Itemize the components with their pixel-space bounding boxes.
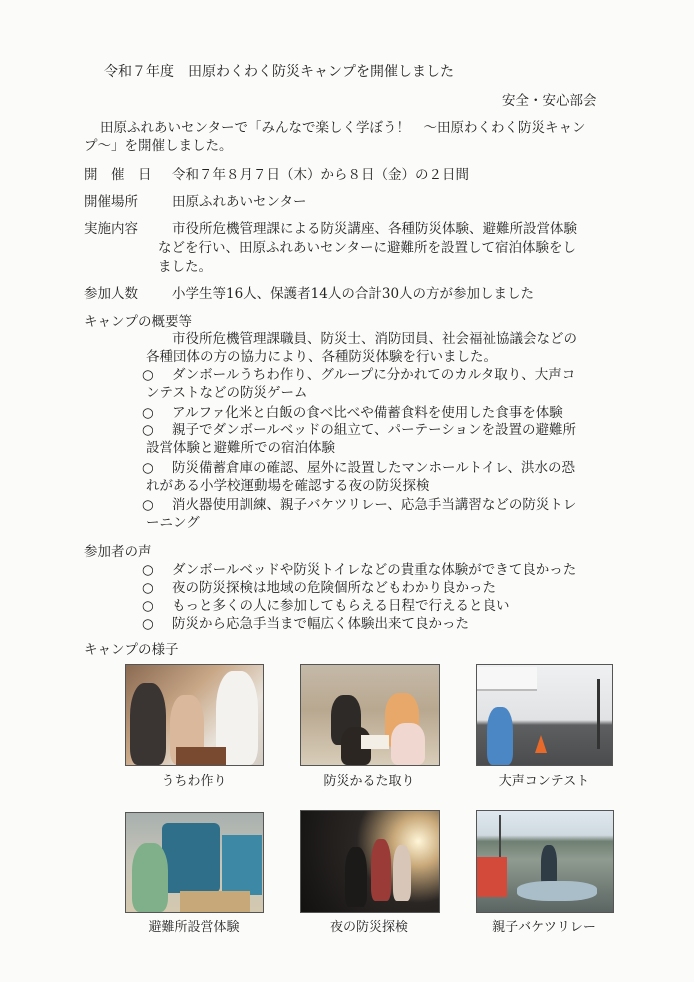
overview-lead-1: 市役所危機管理課職員、防災士、消防団員、社会福祉協議会などの <box>172 331 577 347</box>
photo-caption: うちわ作り <box>161 774 227 789</box>
intro-line-2: プ～」を開催しました。 <box>84 138 233 154</box>
list-item-cont: ンテストなどの防災ゲーム <box>146 385 308 401</box>
content-line-3: ました。 <box>158 259 212 275</box>
list-item: もっと多くの人に参加してもらえる日程で行えると良い <box>172 598 510 614</box>
list-item-cont: れがある小学校運動場を確認する夜の防災探検 <box>146 478 430 494</box>
place-label: 開催場所 <box>84 194 138 210</box>
bullet-icon: ○ <box>142 616 154 632</box>
photo-uchiwa-making <box>125 664 264 766</box>
bullet-icon: ○ <box>142 422 154 438</box>
date-label: 開 催 日 <box>84 167 152 183</box>
list-item: アルファ化米と白飯の食べ比べや備蓄食料を使用した食事を体験 <box>172 405 563 421</box>
participants-label: 参加人数 <box>84 286 138 302</box>
bullet-icon: ○ <box>142 598 154 614</box>
list-item: 消火器使用訓練、親子バケツリレー、応急手当講習などの防災トレ <box>172 497 577 513</box>
list-item: 防災から応急手当まで幅広く体験出来て良かった <box>172 616 469 632</box>
list-item-cont: 設営体験と避難所での宿泊体験 <box>146 440 335 456</box>
list-item: 夜の防災探検は地域の危険個所などもわかり良かった <box>172 580 496 596</box>
content-label: 実施内容 <box>84 221 138 237</box>
place-value: 田原ふれあいセンター <box>172 194 307 210</box>
photo-caption: 避難所設営体験 <box>148 920 240 935</box>
department-name: 安全・安心部会 <box>502 93 597 109</box>
bullet-icon: ○ <box>142 580 154 596</box>
bullet-icon: ○ <box>142 460 154 476</box>
intro-line-1: 田原ふれあいセンターで「みんなで楽しく学ぼう！ ～田原わくわく防災キャン <box>100 120 586 136</box>
gallery-heading: キャンプの様子 <box>84 642 179 658</box>
list-item: ダンボールうちわ作り、グループに分かれてのカルタ取り、大声コ <box>172 367 576 383</box>
overview-lead-2: 各種団体の方の協力により、各種防災体験を行いました。 <box>146 349 497 365</box>
bullet-icon: ○ <box>142 367 154 383</box>
overview-heading: キャンプの概要等 <box>84 314 192 330</box>
page-title: 令和７年度 田原わくわく防災キャンプを開催しました <box>104 64 454 80</box>
photo-caption: 親子バケツリレー <box>492 920 596 935</box>
date-value: 令和７年８月７日（木）から８日（金）の２日間 <box>172 167 469 183</box>
list-item: 親子でダンボールベッドの組立て、パーテーションを設置の避難所 <box>172 422 577 438</box>
bullet-icon: ○ <box>142 497 154 513</box>
photo-loud-voice-contest <box>476 664 613 766</box>
list-item: ダンボールベッドや防災トイレなどの貴重な体験ができて良かった <box>172 562 577 578</box>
photo-bucket-relay <box>476 810 614 913</box>
content-line-1: 市役所危機管理課による防災講座、各種防災体験、避難所設営体験 <box>172 221 577 237</box>
bullet-icon: ○ <box>142 405 154 421</box>
photo-caption: 大声コンテスト <box>498 774 590 789</box>
participants-value: 小学生等16人、保護者14人の合計30人の方が参加しました <box>172 286 535 302</box>
photo-caption: 夜の防災探検 <box>329 920 408 935</box>
voices-heading: 参加者の声 <box>84 544 152 560</box>
photo-caption: 防災かるた取り <box>323 774 415 789</box>
list-item: 防災備蓄倉庫の確認、屋外に設置したマンホールトイレ、洪水の恐 <box>172 460 575 476</box>
photo-shelter-setup <box>125 812 264 913</box>
bullet-icon: ○ <box>142 562 154 578</box>
photo-karuta <box>300 664 440 766</box>
list-item-cont: ーニング <box>146 515 200 531</box>
photo-night-exploration <box>300 810 440 913</box>
content-line-2: などを行い、田原ふれあいセンターに避難所を設置して宿泊体験をし <box>158 240 576 256</box>
